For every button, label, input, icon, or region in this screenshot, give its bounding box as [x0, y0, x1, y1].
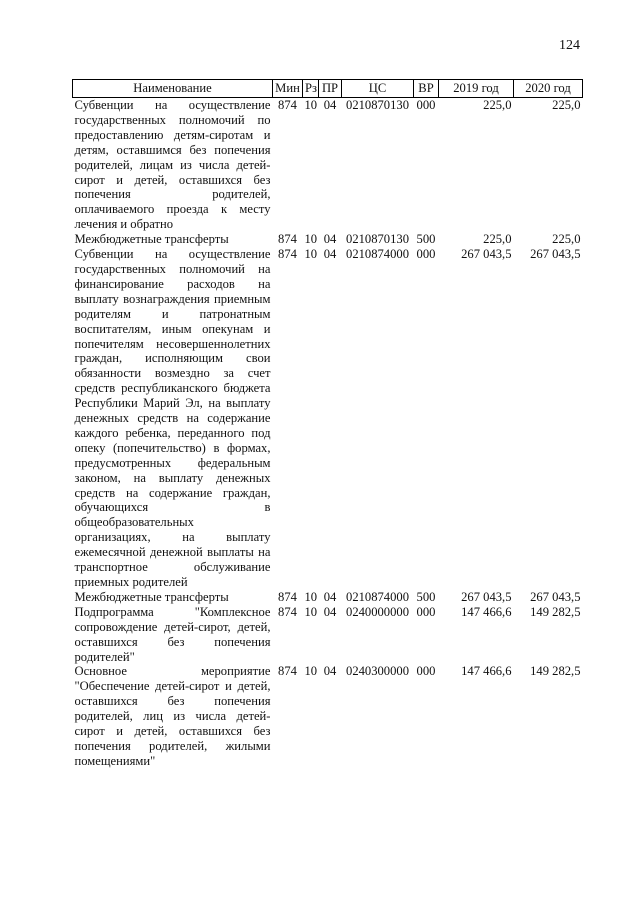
- row-2020: 225,0: [552, 232, 581, 247]
- row-vr: 000: [416, 664, 436, 679]
- header-rz: Рз: [303, 80, 319, 98]
- row-2019: 225,0: [483, 232, 512, 247]
- row-rz: 10: [304, 232, 318, 247]
- row-cs: 0240000000: [346, 604, 409, 619]
- header-cs: ЦС: [342, 80, 414, 98]
- row-rz: 10: [304, 589, 318, 604]
- row-vr: 000: [416, 247, 436, 262]
- row-name: Подпрограмма "Комплексное сопровождение детей-сирот, детей, оставшихся без попечения родителей": [74, 604, 271, 664]
- table-row: [73, 247, 583, 590]
- table-row: [73, 98, 583, 233]
- row-vr: 500: [416, 589, 436, 604]
- row-min: 874: [278, 589, 297, 604]
- row-vr: 000: [416, 98, 436, 112]
- row-vr: 500: [416, 232, 436, 247]
- table-body: [73, 98, 583, 769]
- row-name: Субвенции на осуществление государственных полномочий по предоставлению детям-сиротам и детям, оставшимся без попечения родителей, лицам из числа детей-сирот и детей, оставшихся без попечения родителей, оплачиваемого проезда к месту лечения и обратно: [74, 98, 271, 232]
- table-row: [73, 605, 583, 665]
- row-rz: 10: [304, 664, 318, 679]
- header-2020: 2020 год: [514, 80, 583, 98]
- header-vr: ВР: [414, 80, 439, 98]
- header-name: Наименование: [73, 80, 273, 98]
- row-pr: 04: [323, 98, 337, 112]
- row-2020: 267 043,5: [530, 589, 581, 604]
- row-pr: 04: [323, 589, 337, 604]
- row-rz: 10: [304, 604, 318, 619]
- row-pr: 04: [323, 664, 337, 679]
- row-vr: 000: [416, 604, 436, 619]
- row-rz: 10: [304, 247, 318, 262]
- row-min: 874: [278, 664, 297, 679]
- page-number: 124: [559, 38, 580, 53]
- table-row: [73, 232, 583, 247]
- header-min: Мин: [273, 80, 303, 98]
- row-name: Межбюджетные трансферты: [74, 232, 229, 247]
- row-2019: 267 043,5: [461, 247, 512, 262]
- row-cs: 0210870130: [346, 98, 409, 112]
- row-min: 874: [278, 98, 297, 112]
- row-name: Основное мероприятие "Обеспечение детей-сирот и детей, оставшихся без попечения родителей, лиц из числа детей-сирот и детей, оставшихся без попечения родителей, жилыми помещениями": [74, 664, 271, 768]
- row-min: 874: [278, 604, 297, 619]
- row-2019: 267 043,5: [461, 589, 512, 604]
- table-row: [73, 664, 583, 768]
- row-cs: 0240300000: [346, 664, 409, 679]
- row-cs: 0210874000: [346, 589, 409, 604]
- row-cs: 0210874000: [346, 247, 409, 262]
- row-2020: 149 282,5: [530, 664, 581, 679]
- row-pr: 04: [323, 232, 337, 247]
- row-cs: 0210870130: [346, 232, 409, 247]
- row-min: 874: [278, 247, 297, 262]
- row-2020: 267 043,5: [530, 247, 581, 262]
- budget-table: [72, 79, 583, 769]
- row-2019: 147 466,6: [461, 604, 512, 619]
- row-pr: 04: [323, 247, 337, 262]
- row-name: Субвенции на осуществление государственных полномочий на финансирование расходов на выплату вознаграждения приемным родителям и патронатным воспитателям, иным опекунам и попечителям несовершеннолетних граждан, исполняющим свои обязанности возмездно за счет средств республиканского бюджета Республики Марий Эл, на выплату денежных средств на содержание каждого ребенка, переданного под опеку (попечительство) в формах, предусмотренных федеральным законом, на выплату денежных средств на содержание граждан, обучающихся в общеобразовательных организациях, на выплату ежемесячной денежной выплаты на транспортное обслуживание приемных родителей: [74, 247, 271, 589]
- header-2019: 2019 год: [439, 80, 514, 98]
- row-name: Межбюджетные трансферты: [74, 589, 229, 604]
- header-pr: ПР: [319, 80, 342, 98]
- row-2019: 147 466,6: [461, 664, 512, 679]
- row-2020: 149 282,5: [530, 604, 581, 619]
- row-pr: 04: [323, 604, 337, 619]
- row-min: 874: [278, 232, 297, 247]
- table-header-row: [73, 80, 583, 98]
- row-2020: 225,0: [552, 98, 581, 112]
- row-rz: 10: [304, 98, 318, 112]
- row-2019: 225,0: [483, 98, 512, 112]
- table-row: [73, 590, 583, 605]
